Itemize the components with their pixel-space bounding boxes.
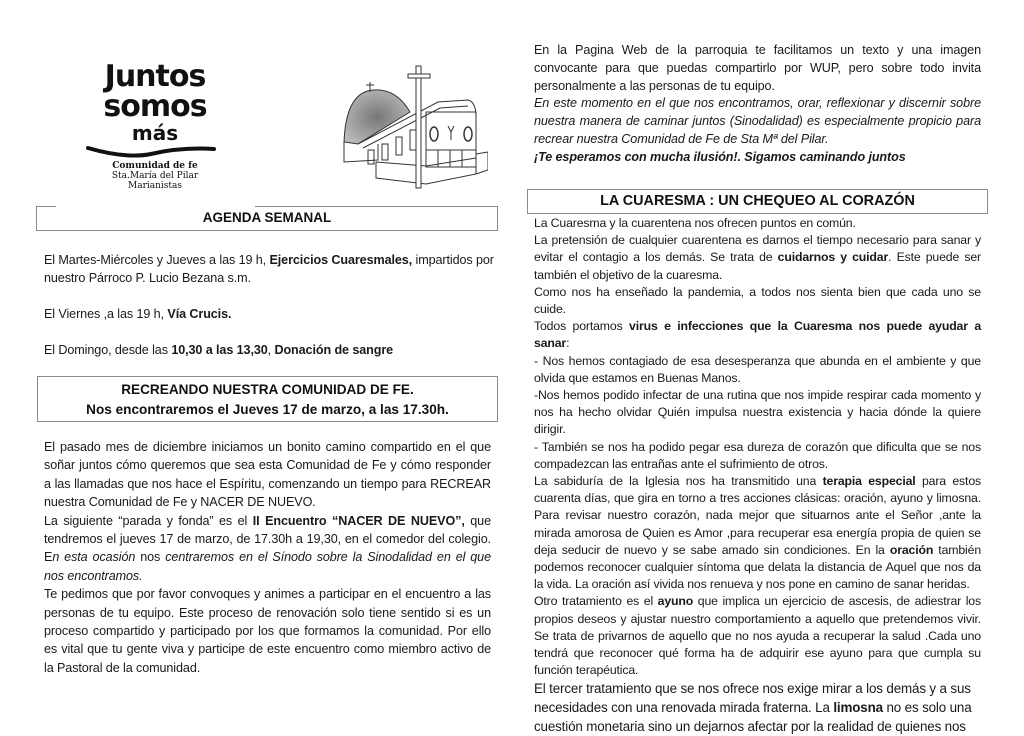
para-text: que tendremos el jueves 17 de marzo, de 17.30h a 19,30, en el comedor del colegio. E bbox=[44, 513, 491, 565]
agenda-box-top-right-segment bbox=[255, 206, 498, 207]
agenda-item-text: , bbox=[267, 343, 275, 357]
para-text: que implica un ejercicio de ascesis, de adiestrar los propios deseos y ajustar nuestro comportamiento a aquello que pretendemos vivir. Se trata de privarnos de aquello que no nos ayuda a recuperar la salud .Cada uno tendrá que reconocer qué forma ha de adquirir ese ayuno para que cumpla su función terapéutica. bbox=[534, 594, 981, 678]
para-bold-italic: ¡Te esperamos con mucha ilusión!. Sigamos caminando juntos bbox=[534, 149, 906, 164]
para-bold: II Encuentro “NACER DE NUEVO”, bbox=[252, 513, 465, 528]
logo-word-juntos: Juntos bbox=[104, 59, 206, 94]
agenda-header-box bbox=[36, 206, 498, 231]
agenda-list bbox=[44, 251, 494, 359]
agenda-item-bold: 10,30 a las 13,30 bbox=[171, 343, 268, 357]
para-text: La sabiduría de la Iglesia nos ha transmitido una bbox=[534, 474, 823, 489]
logo-subtitle bbox=[70, 161, 240, 191]
para-text: El tercer tratamiento que se nos ofrece nos exige mirar a los demás y a sus necesidades con una renovada mirada fraterna. La bbox=[534, 681, 971, 716]
cuaresma-para: La Cuaresma y la cuarentena nos ofrecen puntos en común. bbox=[534, 216, 856, 230]
para-text: Todos portamos bbox=[534, 319, 630, 334]
cuaresma-para bbox=[534, 318, 981, 352]
agenda-item-via-crucis bbox=[44, 305, 494, 323]
para-bold: ayuno bbox=[657, 594, 694, 609]
para-text: La pretensión de cualquier cuarentena es darnos el tiempo necesario para sanar y evitar el contagio a los demás. Se trata de bbox=[534, 233, 981, 265]
logo-sub-community: Comunidad de fe bbox=[112, 161, 198, 171]
recreando-title-line1: RECREANDO NUESTRA COMUNIDAD DE FE. bbox=[121, 382, 414, 397]
agenda-item-text: El Domingo, desde las bbox=[44, 343, 172, 357]
logo-sub-parish: Sta.María del Pilar bbox=[111, 171, 199, 181]
cuaresma-para bbox=[534, 232, 981, 284]
agenda-item-ejercicios bbox=[44, 251, 494, 287]
cuaresma-para-large bbox=[534, 679, 981, 736]
right-intro-para-3 bbox=[534, 149, 981, 167]
cuaresma-para: Como nos ha enseñado la pandemia, a todos nos sienta bien que cada uno se cuide. bbox=[534, 284, 981, 317]
right-intro-para-2 bbox=[534, 95, 981, 148]
agenda-title: AGENDA SEMANAL bbox=[202, 210, 332, 225]
cuaresma-para: -Nos hemos podido infectar de una rutina que nos impide respirar cada momento y nos ha hecho olvidar Quién impulsa nuestra existencia y hacia dónde la quiere dirigir. bbox=[534, 388, 981, 437]
right-intro-para-1: En la Pagina Web de la parroquia te facilitamos un texto y una imagen convocante para que puedas compartirlo por WUP, pero sobre todo invita personalmente a las personas de tu equipo. bbox=[534, 43, 981, 93]
para-bold: limosna bbox=[833, 700, 883, 716]
para-bold: cuidarnos y cuidar bbox=[777, 250, 889, 265]
agenda-box-top-left-segment bbox=[36, 206, 56, 207]
agenda-item-bold: Vía Crucis. bbox=[167, 307, 232, 321]
para-text: : bbox=[566, 336, 570, 351]
para-text: no es solo una cuestión monetaria sino un dejarnos afectar por la realidad de quienes nos bbox=[534, 700, 972, 735]
agenda-item-text: impartidos por nuestro Párroco P. Lucio Bezana s.m. bbox=[44, 253, 494, 285]
recreando-header-box bbox=[37, 376, 498, 422]
agenda-item-bold: Donación de sangre bbox=[274, 343, 394, 357]
cuaresma-body bbox=[534, 215, 981, 736]
agenda-item-donacion bbox=[44, 341, 494, 359]
recreando-body bbox=[44, 438, 491, 677]
cuaresma-para: - Nos hemos contagiado de esa desesperanza que abunda en el ambiente y que olvida que estamos en Buenas Manos. bbox=[534, 353, 981, 385]
cuaresma-para bbox=[534, 593, 981, 679]
logo-word-somos: somos bbox=[103, 89, 207, 124]
para-italic: n esta ocasión bbox=[52, 550, 136, 565]
church-drawing-icon bbox=[318, 62, 488, 192]
logo-wordmark bbox=[70, 59, 240, 145]
community-logo bbox=[70, 59, 240, 191]
para-italic: En este momento en el que nos encontramos, orar, reflexionar y discernir sobre nuestra manera de caminar juntos (Sinodalidad) es especialmente propicio para recrear nuestra Comunidad de Fe de Sta Mª del Pilar. bbox=[534, 96, 981, 146]
smile-curve-icon bbox=[86, 145, 216, 159]
para-text: para estos cuarenta días, que gira en torno a tres acciones clásicas: oración, ayuno y limosna. Para revisar nuestro corazón, nada mejor que situarnos ante el Señor ,ante la mirada amorosa de Quien es Amor ,para recuperar esa energía propia de quien se deja seducir de nuevo y se sabe amado sin condiciones. En la bbox=[534, 474, 982, 557]
recreando-para-3: Te pedimos que por favor convoques y animes a participar en el encuentro a las personas de tu equipo. Este proceso de renovación solo tiene sentido si es un proceso compartido y participado por los que formamos la comunidad. Por ello es vital que tu gente viva y participe de este encuentro como miembro activo de la Pastoral de la comunidad. bbox=[44, 587, 491, 675]
para-bold: terapia especial bbox=[822, 474, 916, 489]
para-bold: virus e infecciones que la Cuaresma nos puede ayudar a sanar bbox=[534, 319, 982, 351]
cuaresma-para: - También se nos ha podido pegar esa dureza de corazón que dificulta que se nos compadezcan las entrañas ante el sufrimiento de otros. bbox=[534, 439, 981, 471]
para-bold: oración bbox=[889, 542, 934, 557]
para-text: . Este puede ser también el objetivo de la cuaresma. bbox=[534, 250, 981, 282]
para-text: La siguiente “parada y fonda” es el bbox=[44, 513, 253, 528]
para-italic: centraremos en el Sínodo sobre la Sinodalidad en el que nos encontramos. bbox=[44, 550, 491, 583]
para-text: también podemos reconocer cualquier síntoma que delata la distancia de Aquel que nos da la vida. La oración así vivida nos renueva y nos pone en camino de sanar heridas. bbox=[534, 542, 982, 592]
right-intro bbox=[534, 42, 981, 167]
cuaresma-para bbox=[534, 473, 981, 593]
agenda-item-text: El Viernes ,a las 19 h, bbox=[44, 307, 168, 321]
agenda-item-text: El Martes-Miércoles y Jueves a las 19 h, bbox=[44, 253, 270, 267]
cuaresma-title: LA CUARESMA : UN CHEQUEO AL CORAZÓN bbox=[600, 193, 915, 209]
logo-sub-order: Marianistas bbox=[127, 181, 183, 191]
recreando-para-2 bbox=[44, 512, 491, 586]
cuaresma-header-box bbox=[527, 189, 988, 214]
para-text: nos bbox=[135, 550, 166, 565]
para-text: Otro tratamiento es el bbox=[534, 594, 658, 609]
logo-word-mas: más bbox=[131, 121, 179, 145]
recreando-title-line2: Nos encontraremos el Jueves 17 de marzo, a las 17.30h. bbox=[86, 402, 449, 417]
agenda-item-bold: Ejercicios Cuaresmales, bbox=[269, 253, 413, 267]
recreando-para-1: El pasado mes de diciembre iniciamos un bonito camino compartido en el que soñar juntos cómo queremos que sea esta Comunidad de Fe y cómo responder a las llamadas que nos hace el Espíritu, comenzando un tiempo para RECREAR nuestra Comunidad de Fe y NACER DE NUEVO. bbox=[44, 440, 491, 510]
